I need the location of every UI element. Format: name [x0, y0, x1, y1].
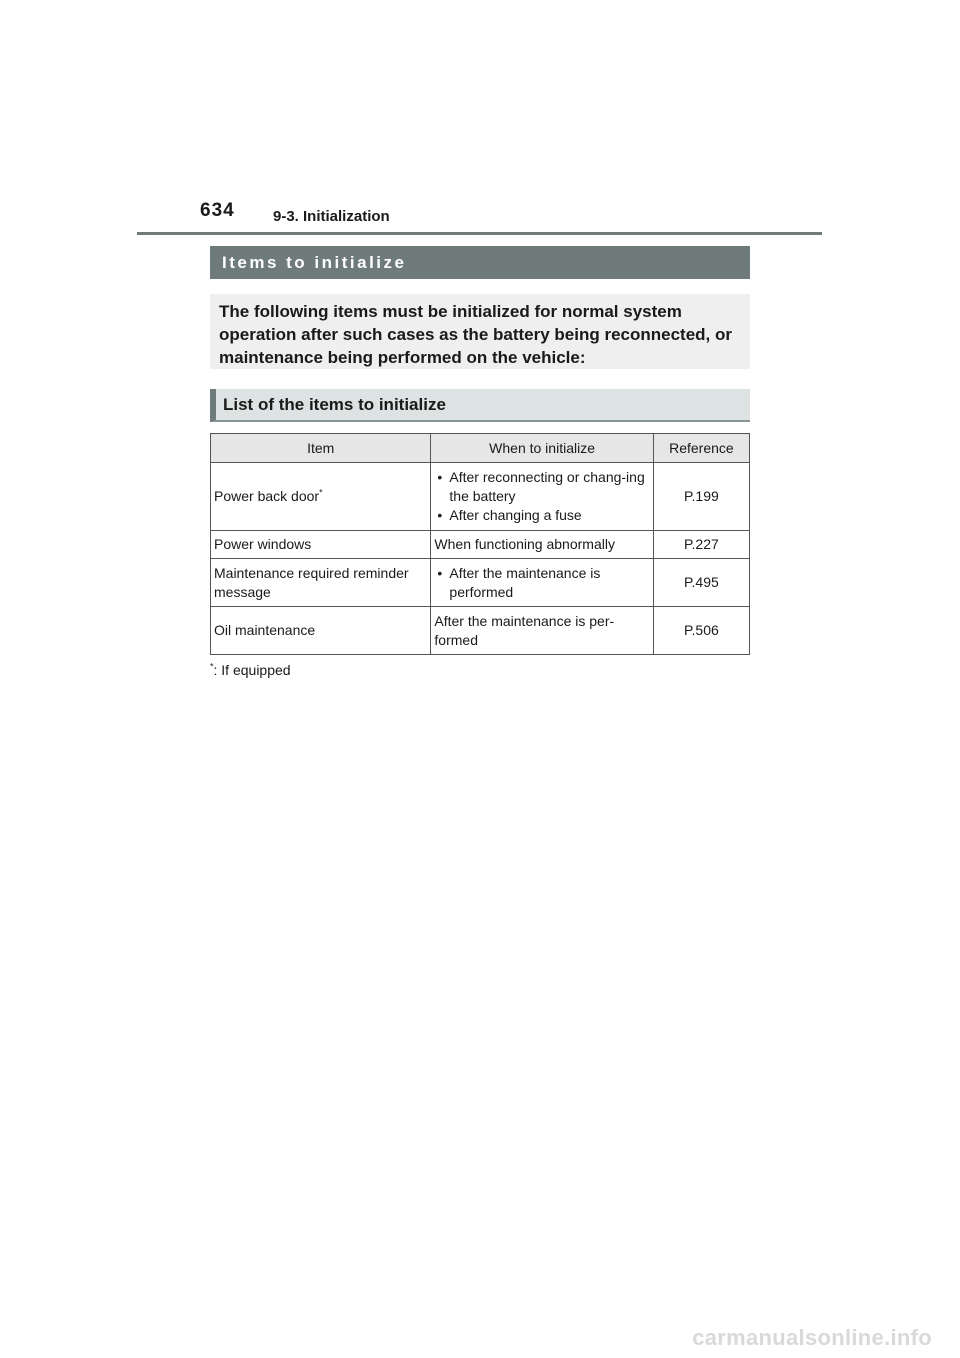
bullet-list [434, 468, 649, 525]
reference-cell: P.495 [653, 559, 749, 607]
footnote [210, 662, 291, 678]
bullet-item: • After changing a fuse [434, 506, 649, 525]
header-divider [137, 232, 822, 235]
watermark: carmanualsonline.info [692, 1325, 932, 1350]
bullet-item: • After reconnecting or chang-ing the battery [434, 468, 649, 506]
table-row [211, 559, 750, 607]
subheading [210, 389, 750, 422]
when-cell: After the maintenance is per-formed [431, 607, 653, 655]
item-cell: Maintenance required reminder message [211, 559, 431, 607]
table-row [211, 531, 750, 559]
item-cell: Power windows [211, 531, 431, 559]
subheading-text: List of the items to initialize [223, 394, 446, 414]
intro-text: The following items must be initialized for normal system operation after such cases as the battery being reconnected, or maintenance being performed on the vehicle: [219, 302, 732, 367]
bullet-item: • After the maintenance is performed [434, 564, 649, 602]
reference-cell: P.227 [653, 531, 749, 559]
reference-cell: P.199 [653, 463, 749, 531]
footnote-mark: * [210, 661, 214, 672]
item-cell: Oil maintenance [211, 607, 431, 655]
table-header-row [211, 434, 750, 463]
footnote-marker: * [319, 487, 323, 498]
reference-cell: P.506 [653, 607, 749, 655]
when-cell: When functioning abnormally [431, 531, 653, 559]
section-title: 9-3. Initialization [273, 208, 390, 225]
when-cell [431, 559, 653, 607]
bullet-list [434, 564, 649, 602]
item-cell [211, 463, 431, 531]
table-row [211, 607, 750, 655]
section-banner [210, 246, 750, 279]
item-name: Power back door [214, 488, 320, 504]
intro-box [210, 294, 750, 369]
banner-title: Items to initialize [222, 252, 407, 272]
column-header-item: Item [211, 434, 431, 463]
column-header-reference: Reference [653, 434, 749, 463]
when-cell [431, 463, 653, 531]
table-row [211, 463, 750, 531]
column-header-when: When to initialize [431, 434, 653, 463]
footnote-text: : If equipped [213, 662, 291, 678]
initialize-items-table [210, 433, 750, 655]
page-number: 634 [200, 200, 235, 221]
